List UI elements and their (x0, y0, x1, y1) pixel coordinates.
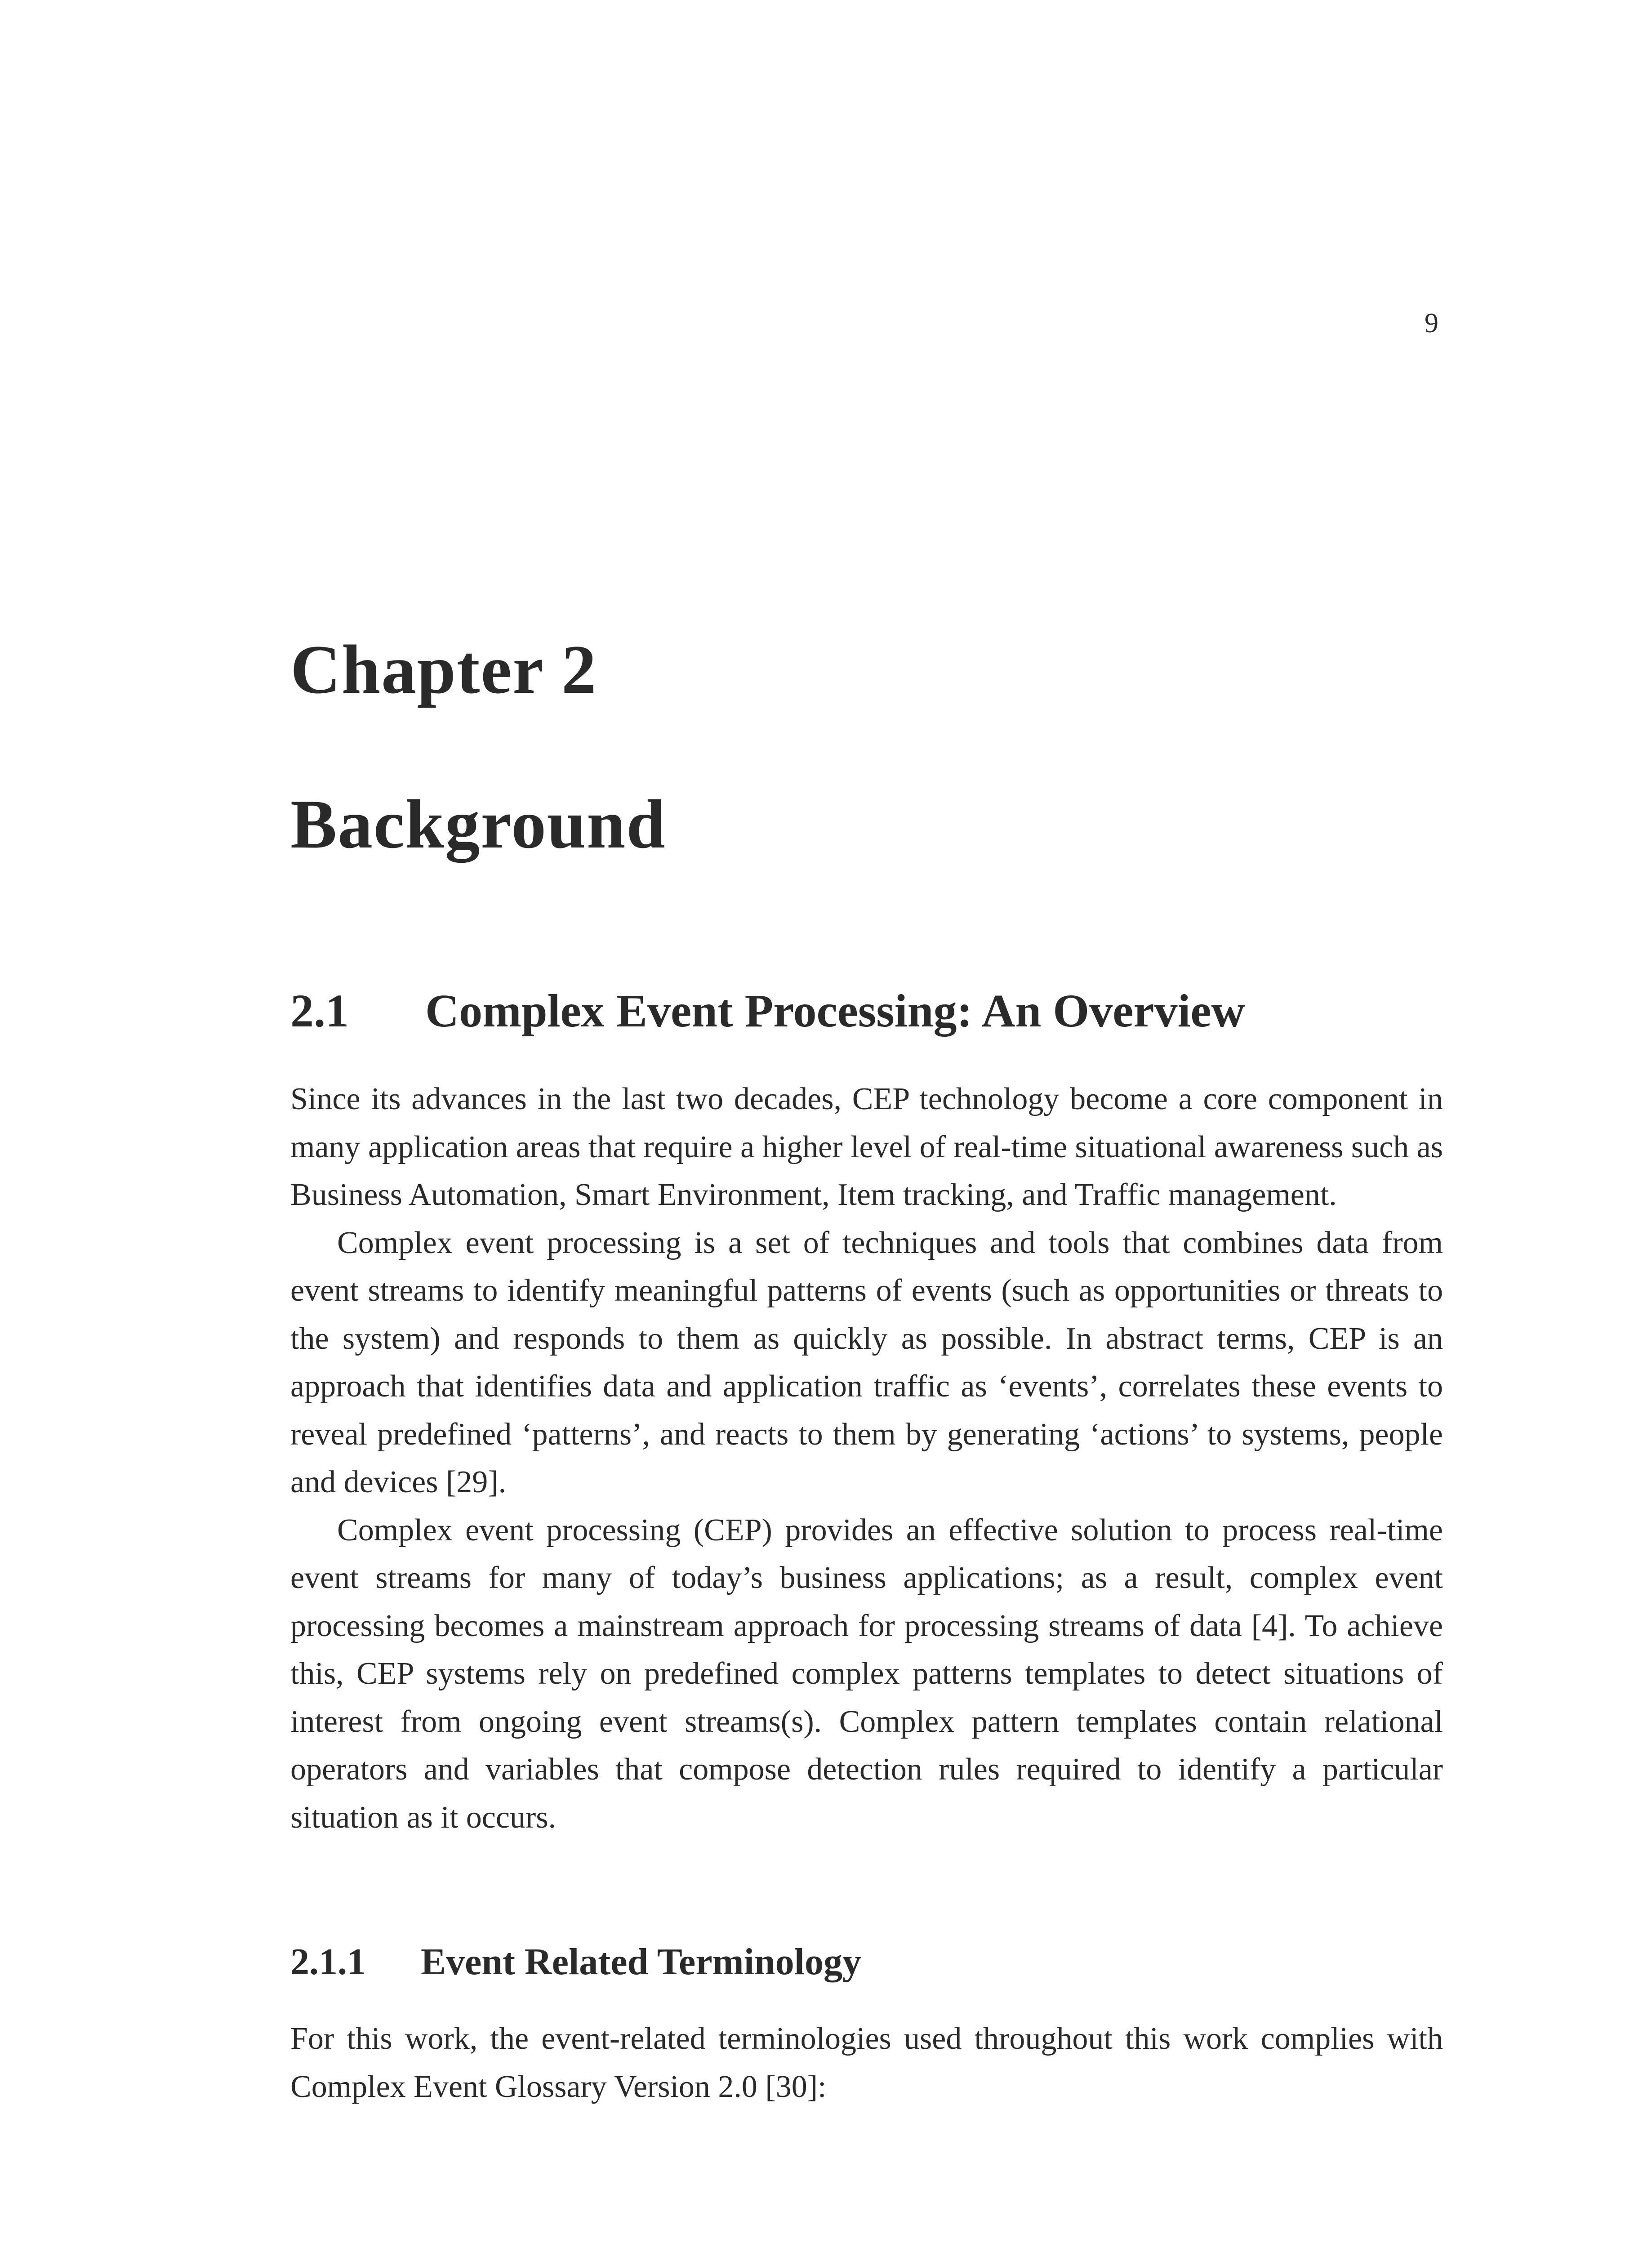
paragraph: Complex event processing is a set of techniques and tools that combines data from event streams to identify meaningful patterns of events (such as opportunities or threats to the system) and responds to them as quickly as possible. In abstract terms, CEP is an approach that identifies data and application traffic as ‘events’, correlates these events to reveal predefined ‘patterns’, and reacts to them by generating ‘actions’ to systems, people and devices [29]. (290, 1225, 1443, 1499)
paragraph: Since its advances in the last two decades, CEP technology become a core component in many application areas that require a higher level of real-time situational awareness such as Business Automation, Smart Environment, Item tracking, and Traffic management. (290, 1082, 1443, 1212)
section-number: 2.1 (290, 985, 349, 1037)
subsection-body (290, 2015, 1443, 2111)
section-title: Complex Event Processing: An Overview (425, 985, 1245, 1037)
subsection-heading (290, 1943, 1459, 1981)
subsection-number: 2.1.1 (290, 1941, 366, 1983)
paragraph: For this work, the event-related terminologies used throughout this work complies with Complex Event Glossary Version 2.0 [30]: (290, 2021, 1443, 2104)
page-number: 9 (1425, 308, 1438, 339)
paragraph: Complex event processing (CEP) provides an effective solution to process real-time event streams for many of today’s business applications; as a result, complex event processing becomes a mainstream approach for processing streams of data [4]. To achieve this, CEP systems rely on predefined complex patterns templates to detect situations of interest from ongoing event streams(s). Complex pattern templates contain relational operators and variables that compose detection rules required to identify a particular situation as it occurs. (290, 1512, 1443, 1835)
chapter-label: Chapter 2 (290, 631, 597, 708)
section-body (290, 1075, 1443, 1842)
chapter-title: Background (290, 785, 666, 863)
section-heading (290, 985, 1459, 1037)
subsection-title: Event Related Terminology (421, 1941, 861, 1983)
